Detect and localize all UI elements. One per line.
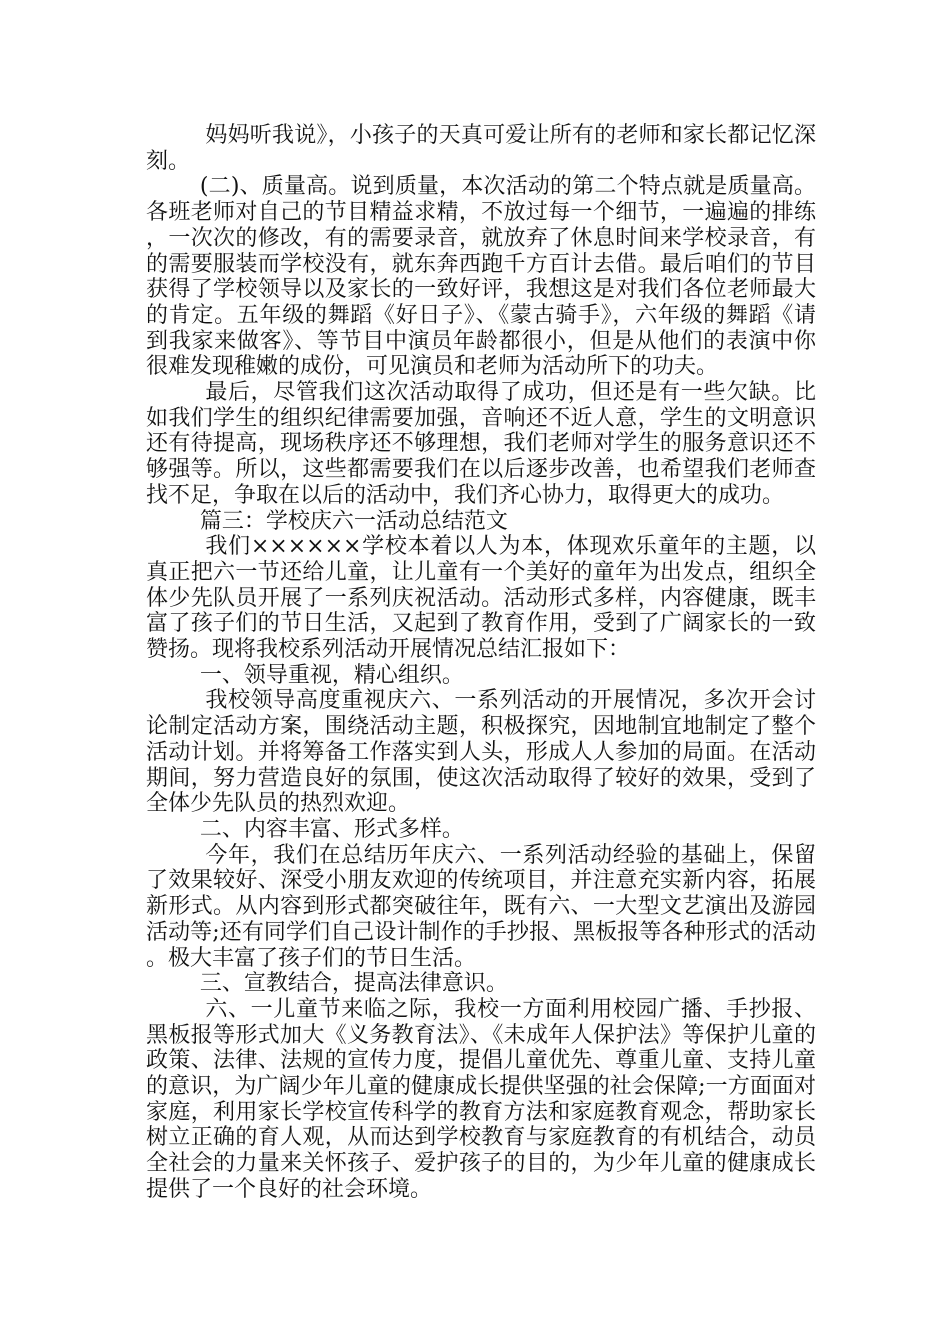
document-body [146,123,816,1203]
section-heading-part-three: 篇三：学校庆六一活动总结范文 [199,508,508,534]
paragraph-intro: 我们××××××学校本着以人为本，体现欢乐童年的主题，以真正把六一节还给儿童，让儿童有一个美好的童年为出发点，组织全体少先队员开展了一系列庆祝活动。活动形式多样，内容健康，既丰富了孩子们的节日生活，又起到了教育作用，受到了广阔家长的一致赞扬。现将我校系列活动开展情况总结汇报如下： [146,534,816,663]
subheading-education: 三、宣教结合，提高法律意识。 [199,971,508,997]
paragraph-shortcomings: 最后，尽管我们这次活动取得了成功，但还是有一些欠缺。比如我们学生的组织纪律需要加强，音响还不近人意，学生的文明意识还有待提高，现场秩序还不够理想，我们老师对学生的服务意识还不够强等。所以，这些都需要我们在以后逐步改善，也希望我们老师查找不足，争取在以后的活动中，我们齐心协力，取得更大的成功。 [146,380,816,508]
paragraph-continuation: 妈妈听我说》，小孩子的天真可爱让所有的老师和家长都记忆深刻。 [146,123,816,174]
subheading-content: 二、内容丰富、形式多样。 [199,816,464,842]
subheading-leadership: 一、领导重视，精心组织。 [199,662,464,688]
paragraph-leadership: 我校领导高度重视庆六、一系列活动的开展情况，多次开会讨论制定活动方案，围绕活动主题，积极探究，因地制宜地制定了整个活动计划。并将筹备工作落实到人头，形成人人参加的局面。在活动期间，努力营造良好的氛围，使这次活动取得了较好的效果，受到了全体少先队员的热烈欢迎。 [146,688,816,817]
paragraph-content: 今年，我们在总结历年庆六、一系列活动经验的基础上，保留了效果较好、深受小朋友欢迎的传统项目，并注意充实新内容，拓展新形式。从内容到形式都突破往年，既有六、一大型文艺演出及游园活动等;还有同学们自己设计制作的手抄报、黑板报等各种形式的活动。极大丰富了孩子们的节日生活。 [146,842,816,971]
paragraph-education: 六、一儿童节来临之际，我校一方面利用校园广播、手抄报、黑板报等形式加大《义务教育法》、《未成年人保护法》等保护儿童的政策、法律、法规的宣传力度，提倡儿童优先、尊重儿童、支持儿童的意识，为广阔少年儿童的健康成长提供坚强的社会保障;一方面面对家庭，利用家长学校宣传科学的教育方法和家庭教育观念，帮助家长树立正确的育人观，从而达到学校教育与家庭教育的有机结合，动员全社会的力量来关怀孩子、爱护孩子的目的，为少年儿童的健康成长提供了一个良好的社会环境。 [146,996,816,1202]
paragraph-quality: (二)、质量高。说到质量，本次活动的第二个特点就是质量高。各班老师对自己的节目精益求精，不放过每一个细节，一遍遍的排练，一次次的修改，有的需要录音，就放弃了休息时间来学校录音，有的需要服装而学校没有，就东奔西跑千方百计去借。最后咱们的节目获得了学校领导以及家长的一致好评，我想这是对我们各位老师最大的肯定。五年级的舞蹈《好日子》、《蒙古骑手》，六年级的舞蹈《请到我家来做客》、等节目中演员年龄都很小，但是从他们的表演中你很难发现稚嫩的成份，可见演员和老师为活动所下的功夫。 [146,174,816,380]
